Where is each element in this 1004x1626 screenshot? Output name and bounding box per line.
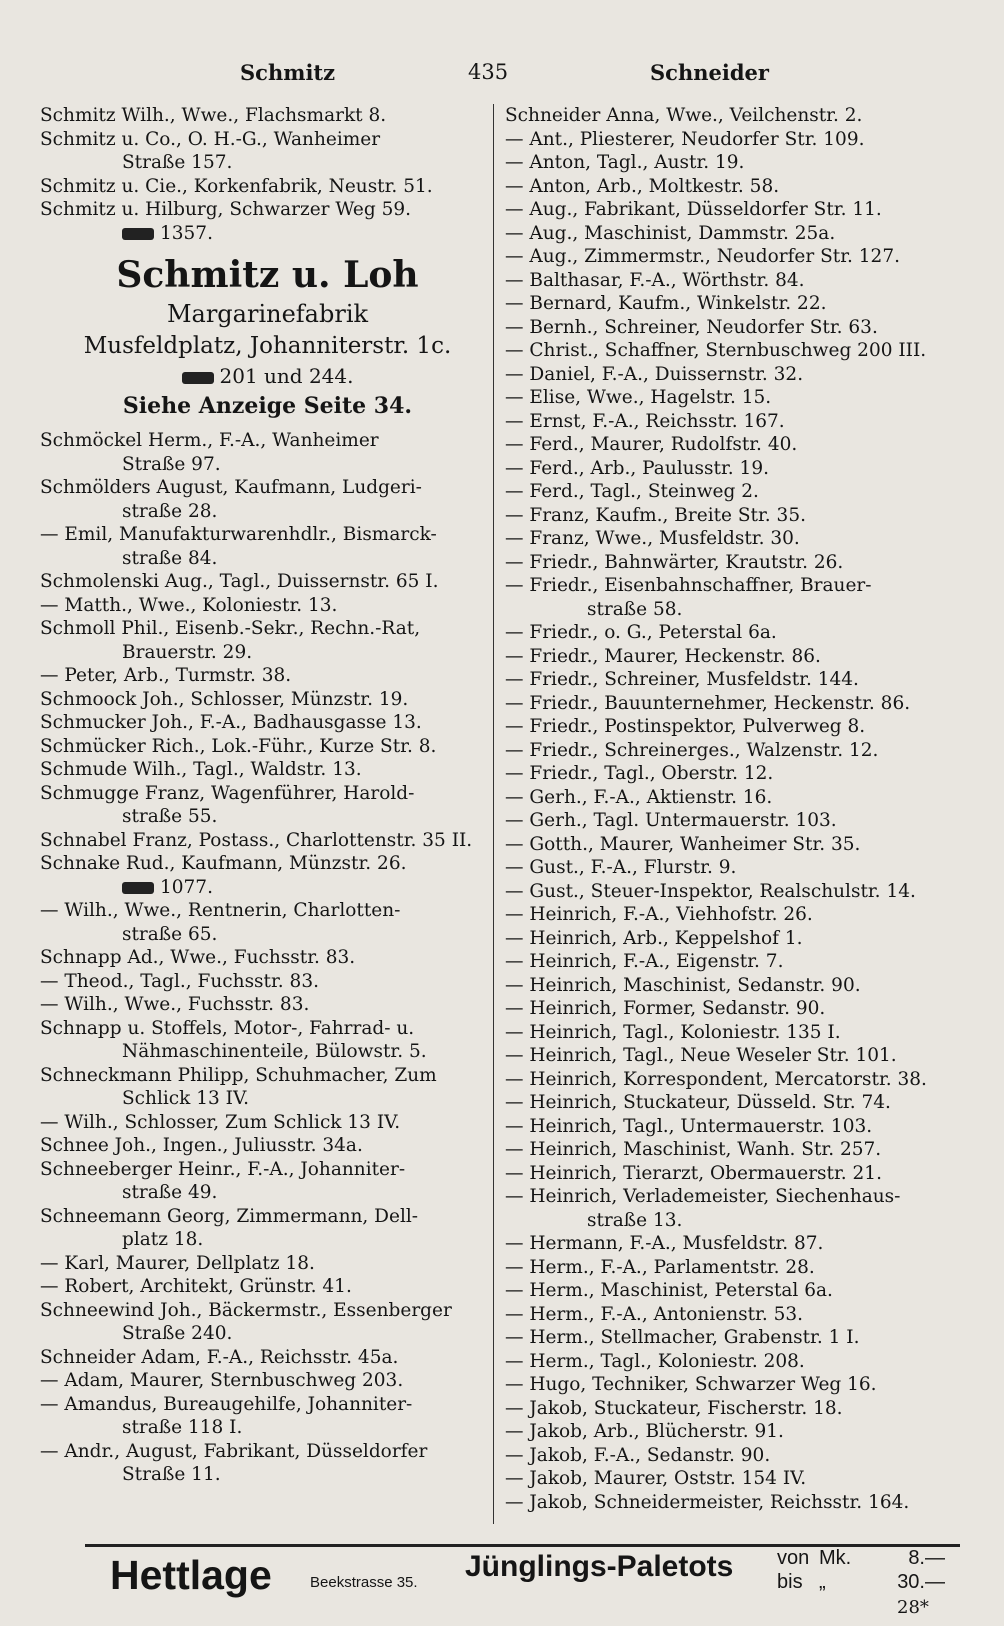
- right-column: [505, 104, 965, 1514]
- directory-entry-line: Schmöckel Herm., F.-A., Wanheimer: [40, 430, 379, 451]
- ad-phone: 201 und 244.: [40, 362, 495, 390]
- directory-entry-line: — Daniel, F.-A., Duissernstr. 32.: [505, 363, 804, 385]
- telephone-icon: [122, 228, 154, 240]
- advertisement: [40, 252, 495, 422]
- directory-entry-line: — Ferd., Tagl., Steinweg 2.: [505, 481, 759, 502]
- footer-price: von Mk. 8.— bis „ 30.—: [777, 1547, 945, 1593]
- directory-entry-line: — Herm., F.-A., Parlamentstr. 28.: [505, 1256, 815, 1278]
- directory-entry-line: Schmücker Rich., Lok.-Führ., Kurze Str. 8.: [40, 735, 437, 757]
- page-number: 435: [468, 60, 509, 84]
- directory-entry-line: — Heinrich, F.-A., Viehhofstr. 26.: [505, 904, 813, 925]
- sheet-mark: 28*: [897, 1597, 929, 1618]
- directory-entry-line: straße 65.: [122, 923, 218, 945]
- directory-entry-line: Schnapp Ad., Wwe., Fuchsstr. 83.: [40, 947, 356, 968]
- directory-entry-line: platz 18.: [122, 1229, 204, 1250]
- directory-entry-line: — Balthasar, F.-A., Wörthstr. 84.: [505, 269, 805, 291]
- phone-entry: 1077.: [40, 876, 495, 900]
- directory-entry-line: — Ferd., Arb., Paulusstr. 19.: [505, 457, 769, 479]
- directory-entry-line: — Amandus, Bureaugehilfe, Johanniter-: [40, 1393, 413, 1415]
- directory-entry-line: Schneewind Joh., Bäckermstr., Essenberger: [40, 1299, 452, 1321]
- header-left: Schmitz: [240, 60, 336, 85]
- directory-entry-line: Brauerstr. 29.: [122, 641, 253, 663]
- directory-entry-line: — Robert, Architekt, Grünstr. 41.: [40, 1276, 352, 1297]
- directory-entry-line: Schneider Anna, Wwe., Veilchenstr. 2.: [505, 105, 863, 126]
- directory-entry-line: — Wilh., Schlosser, Zum Schlick 13 IV.: [40, 1111, 401, 1133]
- directory-entry-line: Schmoll Phil., Eisenb.-Sekr., Rechn.-Rat,: [40, 618, 421, 639]
- ad-reference: Siehe Anzeige Seite 34.: [122, 393, 413, 419]
- directory-entry-line: — Franz, Kaufm., Breite Str. 35.: [505, 504, 806, 526]
- directory-entry-line: Schneider Adam, F.-A., Reichsstr. 45a.: [40, 1346, 399, 1368]
- ad-subtitle: Margarinefabrik: [166, 300, 369, 328]
- directory-entry-line: Schnabel Franz, Postass., Charlottenstr. 35 II.: [40, 829, 473, 851]
- directory-entry-line: — Heinrich, Former, Sedanstr. 90.: [505, 998, 826, 1019]
- directory-entry-line: — Heinrich, Tagl., Untermauerstr. 103.: [505, 1115, 873, 1137]
- directory-entry-line: Schnake Rud., Kaufmann, Münzstr. 26.: [40, 853, 407, 874]
- directory-entry-line: — Heinrich, Tierarzt, Obermauerstr. 21.: [505, 1162, 882, 1184]
- directory-entry-line: Schmitz Wilh., Wwe., Flachsmarkt 8.: [40, 105, 387, 126]
- directory-entry-line: — Adam, Maurer, Sternbuschweg 203.: [40, 1370, 404, 1391]
- directory-entry-line: Schmucker Joh., F.-A., Badhausgasse 13.: [40, 712, 422, 733]
- ad-address: Musfeldplatz, Johanniterstr. 1c.: [83, 333, 452, 359]
- footer-brand: Hettlage: [110, 1552, 272, 1598]
- directory-entry-line: Straße 157.: [122, 152, 233, 173]
- directory-entry-line: — Karl, Maurer, Dellplatz 18.: [40, 1252, 315, 1274]
- directory-entry-line: — Jakob, Stuckateur, Fischerstr. 18.: [505, 1397, 843, 1419]
- left-column: [40, 104, 495, 1487]
- directory-entry-line: — Franz, Wwe., Musfeldstr. 30.: [505, 528, 800, 549]
- header-right: Schneider: [650, 60, 769, 85]
- directory-entry-line: — Heinrich, Korrespondent, Mercatorstr. 38.: [505, 1068, 927, 1090]
- directory-entry-line: Schmitz u. Co., O. H.-G., Wanheimer: [40, 128, 381, 150]
- directory-entry-line: — Friedr., Bauunternehmer, Heckenstr. 86.: [505, 692, 911, 714]
- directory-entry-line: Schnee Joh., Ingen., Juliusstr. 34a.: [40, 1135, 363, 1156]
- directory-entry-line: — Anton, Tagl., Austr. 19.: [505, 152, 745, 173]
- directory-entry-line: straße 13.: [587, 1209, 683, 1231]
- directory-entry-line: — Herm., Tagl., Koloniestr. 208.: [505, 1350, 805, 1372]
- directory-entry-line: — Bernh., Schreiner, Neudorfer Str. 63.: [505, 316, 878, 338]
- directory-entry-line: Nähmaschinenteile, Bülowstr. 5.: [122, 1041, 427, 1062]
- directory-entry-line: — Aug., Fabrikant, Düsseldorfer Str. 11.: [505, 199, 882, 220]
- directory-entry-line: — Heinrich, Verlademeister, Siechenhaus-: [505, 1186, 901, 1207]
- footer-product: Jünglings-Paletots: [465, 1550, 734, 1583]
- directory-entry-line: straße 84.: [122, 547, 218, 569]
- directory-entry-line: Schmolenski Aug., Tagl., Duissernstr. 65 I.: [40, 571, 439, 592]
- directory-entry-line: Schneckmann Philipp, Schuhmacher, Zum: [40, 1064, 437, 1086]
- directory-entry-line: — Andr., August, Fabrikant, Düsseldorfer: [40, 1440, 428, 1462]
- directory-entry-line: — Jakob, Schneidermeister, Reichsstr. 164.: [505, 1491, 910, 1513]
- ad-title: Schmitz u. Loh: [116, 254, 419, 296]
- directory-entry-line: Schneemann Georg, Zimmermann, Dell-: [40, 1205, 419, 1227]
- directory-entry-line: — Friedr., Postinspektor, Pulverweg 8.: [505, 716, 866, 737]
- directory-entry-line: — Friedr., Tagl., Oberstr. 12.: [505, 763, 774, 784]
- directory-entry-line: — Wilh., Wwe., Rentnerin, Charlotten-: [40, 900, 401, 921]
- directory-entry-line: Schnapp u. Stoffels, Motor-, Fahrrad- u.: [40, 1017, 415, 1039]
- directory-entry-line: — Ant., Pliesterer, Neudorfer Str. 109.: [505, 128, 865, 150]
- directory-entry-line: — Heinrich, Stuckateur, Düsseld. Str. 74.: [505, 1092, 891, 1113]
- directory-entry-line: Schmoock Joh., Schlosser, Münzstr. 19.: [40, 688, 409, 710]
- directory-entry-line: — Herm., F.-A., Antonienstr. 53.: [505, 1303, 804, 1325]
- directory-entry-line: straße 58.: [587, 598, 683, 620]
- directory-entry-line: straße 55.: [122, 806, 218, 827]
- directory-entry-line: — Friedr., o. G., Peterstal 6a.: [505, 622, 777, 643]
- directory-entry-line: — Matth., Wwe., Koloniestr. 13.: [40, 594, 338, 616]
- directory-entry-line: — Wilh., Wwe., Fuchsstr. 83.: [40, 994, 310, 1015]
- footer-address: Beekstrasse 35.: [310, 1574, 418, 1591]
- directory-entry-line: — Emil, Manufakturwarenhdlr., Bismarck-: [40, 524, 437, 545]
- directory-entry-line: — Ernst, F.-A., Reichsstr. 167.: [505, 410, 785, 432]
- directory-entry-line: Schmitz u. Cie., Korkenfabrik, Neustr. 51.: [40, 175, 433, 197]
- directory-entry-line: — Heinrich, Maschinist, Wanh. Str. 257.: [505, 1139, 882, 1160]
- directory-entry-line: — Anton, Arb., Moltkestr. 58.: [505, 175, 780, 197]
- directory-entry-line: — Heinrich, Tagl., Koloniestr. 135 I.: [505, 1021, 841, 1043]
- directory-entry-line: — Friedr., Eisenbahnschaffner, Brauer-: [505, 575, 872, 596]
- directory-entry-line: — Gust., F.-A., Flurstr. 9.: [505, 857, 737, 878]
- directory-entry-line: — Theod., Tagl., Fuchsstr. 83.: [40, 970, 319, 992]
- directory-entry-line: — Gotth., Maurer, Wanheimer Str. 35.: [505, 833, 861, 855]
- directory-entry-line: Schmölders August, Kaufmann, Ludgeri-: [40, 477, 422, 498]
- directory-entry-line: straße 118 I.: [122, 1417, 243, 1438]
- directory-entry-line: — Gust., Steuer-Inspektor, Realschulstr. 14.: [505, 880, 916, 902]
- directory-entry-line: Straße 11.: [122, 1464, 221, 1485]
- directory-entry-line: Straße 240.: [122, 1323, 233, 1344]
- directory-entry-line: — Friedr., Schreiner, Musfeldstr. 144.: [505, 669, 859, 690]
- directory-entry-line: — Heinrich, Maschinist, Sedanstr. 90.: [505, 974, 861, 996]
- directory-entry-line: — Elise, Wwe., Hagelstr. 15.: [505, 387, 772, 408]
- directory-entry-line: — Herm., Maschinist, Peterstal 6a.: [505, 1280, 833, 1301]
- directory-entry-line: straße 28.: [122, 500, 218, 522]
- directory-entry-line: Schmude Wilh., Tagl., Waldstr. 13.: [40, 759, 362, 780]
- phone-entry: 1357.: [40, 222, 495, 246]
- directory-entry-line: — Herm., Stellmacher, Grabenstr. 1 I.: [505, 1327, 860, 1348]
- directory-entry-line: Schmitz u. Hilburg, Schwarzer Weg 59.: [40, 199, 411, 220]
- directory-entry-line: Schlick 13 IV.: [122, 1088, 249, 1109]
- directory-entry-line: — Jakob, Arb., Blücherstr. 91.: [505, 1421, 784, 1442]
- directory-entry-line: — Aug., Zimmermstr., Neudorfer Str. 127.: [505, 246, 900, 267]
- directory-entry-line: — Hermann, F.-A., Musfeldstr. 87.: [505, 1233, 824, 1254]
- directory-entry-line: Schneeberger Heinr., F.-A., Johanniter-: [40, 1158, 406, 1180]
- directory-entry-line: Straße 97.: [122, 453, 221, 475]
- directory-entry-line: — Friedr., Maurer, Heckenstr. 86.: [505, 645, 821, 667]
- directory-entry-line: Schmugge Franz, Wagenführer, Harold-: [40, 782, 415, 804]
- telephone-icon: [182, 372, 214, 384]
- directory-entry-line: — Heinrich, Tagl., Neue Weseler Str. 101.: [505, 1045, 897, 1066]
- directory-entry-line: — Gerh., F.-A., Aktienstr. 16.: [505, 786, 773, 808]
- directory-entry-line: — Christ., Schaffner, Sternbuschweg 200 III.: [505, 340, 927, 361]
- directory-entry-line: — Friedr., Bahnwärter, Krautstr. 26.: [505, 551, 844, 573]
- directory-entry-line: — Heinrich, F.-A., Eigenstr. 7.: [505, 951, 784, 972]
- directory-entry-line: — Gerh., Tagl. Untermauerstr. 103.: [505, 810, 837, 831]
- directory-entry-line: — Peter, Arb., Turmstr. 38.: [40, 665, 292, 686]
- directory-entry-line: straße 49.: [122, 1182, 218, 1203]
- directory-entry-line: — Jakob, Maurer, Oststr. 154 IV.: [505, 1468, 807, 1489]
- telephone-icon: [122, 882, 154, 894]
- directory-entry-line: — Heinrich, Arb., Keppelshof 1.: [505, 927, 803, 949]
- directory-entry-line: — Hugo, Techniker, Schwarzer Weg 16.: [505, 1374, 877, 1395]
- directory-entry-line: — Ferd., Maurer, Rudolfstr. 40.: [505, 434, 798, 455]
- directory-entry-line: — Friedr., Schreinerges., Walzenstr. 12.: [505, 739, 879, 761]
- directory-entry-line: — Jakob, F.-A., Sedanstr. 90.: [505, 1444, 771, 1466]
- directory-entry-line: — Bernard, Kaufm., Winkelstr. 22.: [505, 293, 827, 314]
- directory-entry-line: — Aug., Maschinist, Dammstr. 25a.: [505, 222, 836, 244]
